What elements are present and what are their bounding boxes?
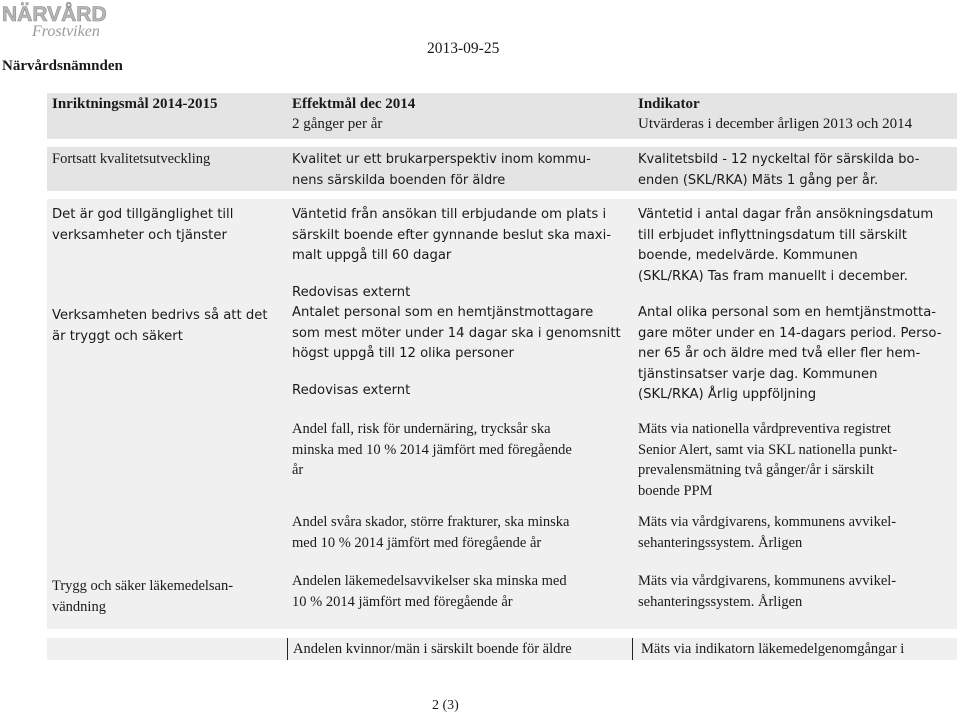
effect-line: högst uppgå till 12 olika personer	[292, 346, 514, 361]
indicator-line: gare möter under en 14-dagars period. Perso-	[638, 325, 942, 341]
effect-line: med 10 % 2014 jämfört med föregående år	[292, 534, 542, 551]
goal-accessibility-line: verksamheter och tjänster	[52, 227, 227, 243]
indicator-line: sehanteringssystem. Årligen	[638, 593, 803, 610]
indicator-quality	[632, 149, 957, 191]
effect-line: Antalet personal som en hemtjänstmottagare	[292, 305, 594, 320]
indicator-quality-line: enden (SKL/RKA) Mäts 1 gång per år.	[638, 173, 879, 188]
goal-medication	[52, 576, 280, 617]
logo-top-text: NÄRVÅRD	[2, 3, 107, 26]
indicator-line: prevalensmätning två gånger/år i särskilt	[638, 462, 874, 478]
table-header-row	[47, 95, 957, 113]
indicator-line: (SKL/RKA) Tas fram manuellt i december.	[638, 268, 908, 284]
goal-accessibility-line: Det är god tillgänglighet till	[52, 207, 234, 222]
goal-safety	[52, 306, 280, 347]
effect-injuries	[292, 512, 627, 553]
effect-line: Väntetid från ansökan till erbjudande om plats i	[292, 207, 607, 222]
effect-waiting-time	[292, 205, 627, 267]
indicator-line: Mäts via nationella vårdpreventiva registret	[638, 421, 891, 437]
goal-safety-line: Verksamheten bedrivs så att det	[52, 308, 268, 323]
table-row-gender	[47, 638, 957, 660]
indicator-line: tjänstinsatser varje dag. Kommunen	[638, 366, 878, 382]
effect-line: Andel fall, risk för undernäring, trycksår ska	[292, 421, 551, 437]
indicator-line: ner 65 år och äldre med två eller fler hem-	[638, 346, 921, 361]
goal-safety-line: är tryggt och säkert	[52, 328, 183, 344]
indicator-staff-count	[638, 303, 957, 406]
indicator-injuries	[638, 512, 957, 553]
indicator-gender-share: Mäts via indikatorn läkemedelgenomgångar i	[632, 638, 957, 660]
effect-gender-share: Andelen kvinnor/män i särskilt boende för äldre	[287, 638, 632, 660]
indicator-line: Antal olika personal som en hemtjänstmotta-	[638, 305, 937, 320]
effect-line: särskilt boende efter gynnande beslut ska maxi-	[292, 227, 612, 243]
table-header	[47, 93, 957, 139]
goal-medication-line: Trygg och säker läkemedelsan-	[52, 578, 234, 594]
page-number: 2 (3)	[432, 698, 459, 713]
indicator-line: boende, medelvärde. Kommunen	[638, 248, 858, 263]
table-main-block	[47, 199, 957, 629]
indicator-line: Mäts via vårdgivarens, kommunens avvikel-	[638, 514, 897, 530]
table-subheader-row	[47, 115, 957, 133]
effect-medication-deviations	[292, 571, 627, 612]
effect-line: 10 % 2014 jämfört med föregående år	[292, 593, 513, 610]
column-header-effect: Effektmål dec 2014	[292, 96, 416, 112]
indicator-line: till erbjudet inflyttningsdatum till särskilt	[638, 227, 907, 243]
logo-mark	[2, 2, 114, 38]
indicator-medication-deviations	[638, 571, 957, 612]
effect-line: Andel svåra skador, större frakturer, ska minska	[292, 514, 570, 530]
table-row-quality	[47, 147, 957, 191]
indicator-line: (SKL/RKA) Årlig uppföljning	[638, 387, 817, 402]
effect-line: minska med 10 % 2014 jämfört med föregående	[292, 441, 572, 458]
reported-externally-2: Redovisas externt	[292, 383, 411, 398]
indicator-line: Väntetid i antal dagar från ansökningsdatum	[638, 207, 934, 222]
logo	[2, 2, 114, 38]
effect-quality-line: nens särskilda boenden för äldre	[292, 173, 506, 188]
effect-staff-count	[292, 303, 627, 365]
effect-line: Andelen läkemedelsavvikelser ska minska med	[292, 573, 567, 589]
effect-line: som mest möter under 14 dagar ska i genomsnitt	[292, 325, 621, 341]
effect-line: år	[292, 462, 304, 478]
logo-bottom-text: Frostviken	[32, 23, 100, 38]
indicator-quality-line: Kvalitetsbild - 12 nyckeltal för särskilda bo-	[638, 152, 920, 167]
indicator-line: sehanteringssystem. Årligen	[638, 534, 803, 551]
goals-table	[47, 93, 957, 660]
column-header-indicator: Indikator	[638, 96, 700, 112]
goal-accessibility	[52, 205, 280, 246]
column-header-goal: Inriktningsmål 2014-2015	[52, 96, 218, 112]
committee-name: Närvårdsnämnden	[2, 58, 123, 74]
subheader-effect: 2 gånger per år	[292, 116, 383, 132]
indicator-line: Senior Alert, samt via SKL nationella punkt-	[638, 441, 898, 458]
effect-quality-line: Kvalitet ur ett brukarperspektiv inom kommu-	[292, 152, 591, 167]
subheader-empty	[47, 115, 287, 133]
goal-quality: Fortsatt kvalitetsutveckling	[52, 151, 211, 167]
effect-quality	[287, 149, 632, 191]
document-date: 2013-09-25	[427, 40, 500, 57]
indicator-line: boende PPM	[638, 482, 713, 499]
indicator-waiting-time	[638, 205, 957, 287]
goal-medication-line: vändning	[52, 598, 106, 615]
effect-falls	[292, 419, 627, 481]
indicator-falls	[638, 419, 957, 501]
reported-externally-1: Redovisas externt	[292, 285, 411, 300]
effect-line: malt uppgå till 60 dagar	[292, 248, 452, 263]
subheader-indicator: Utvärderas i december årligen 2013 och 2014	[638, 116, 913, 132]
indicator-line: Mäts via vårdgivarens, kommunens avvikel-	[638, 573, 897, 589]
